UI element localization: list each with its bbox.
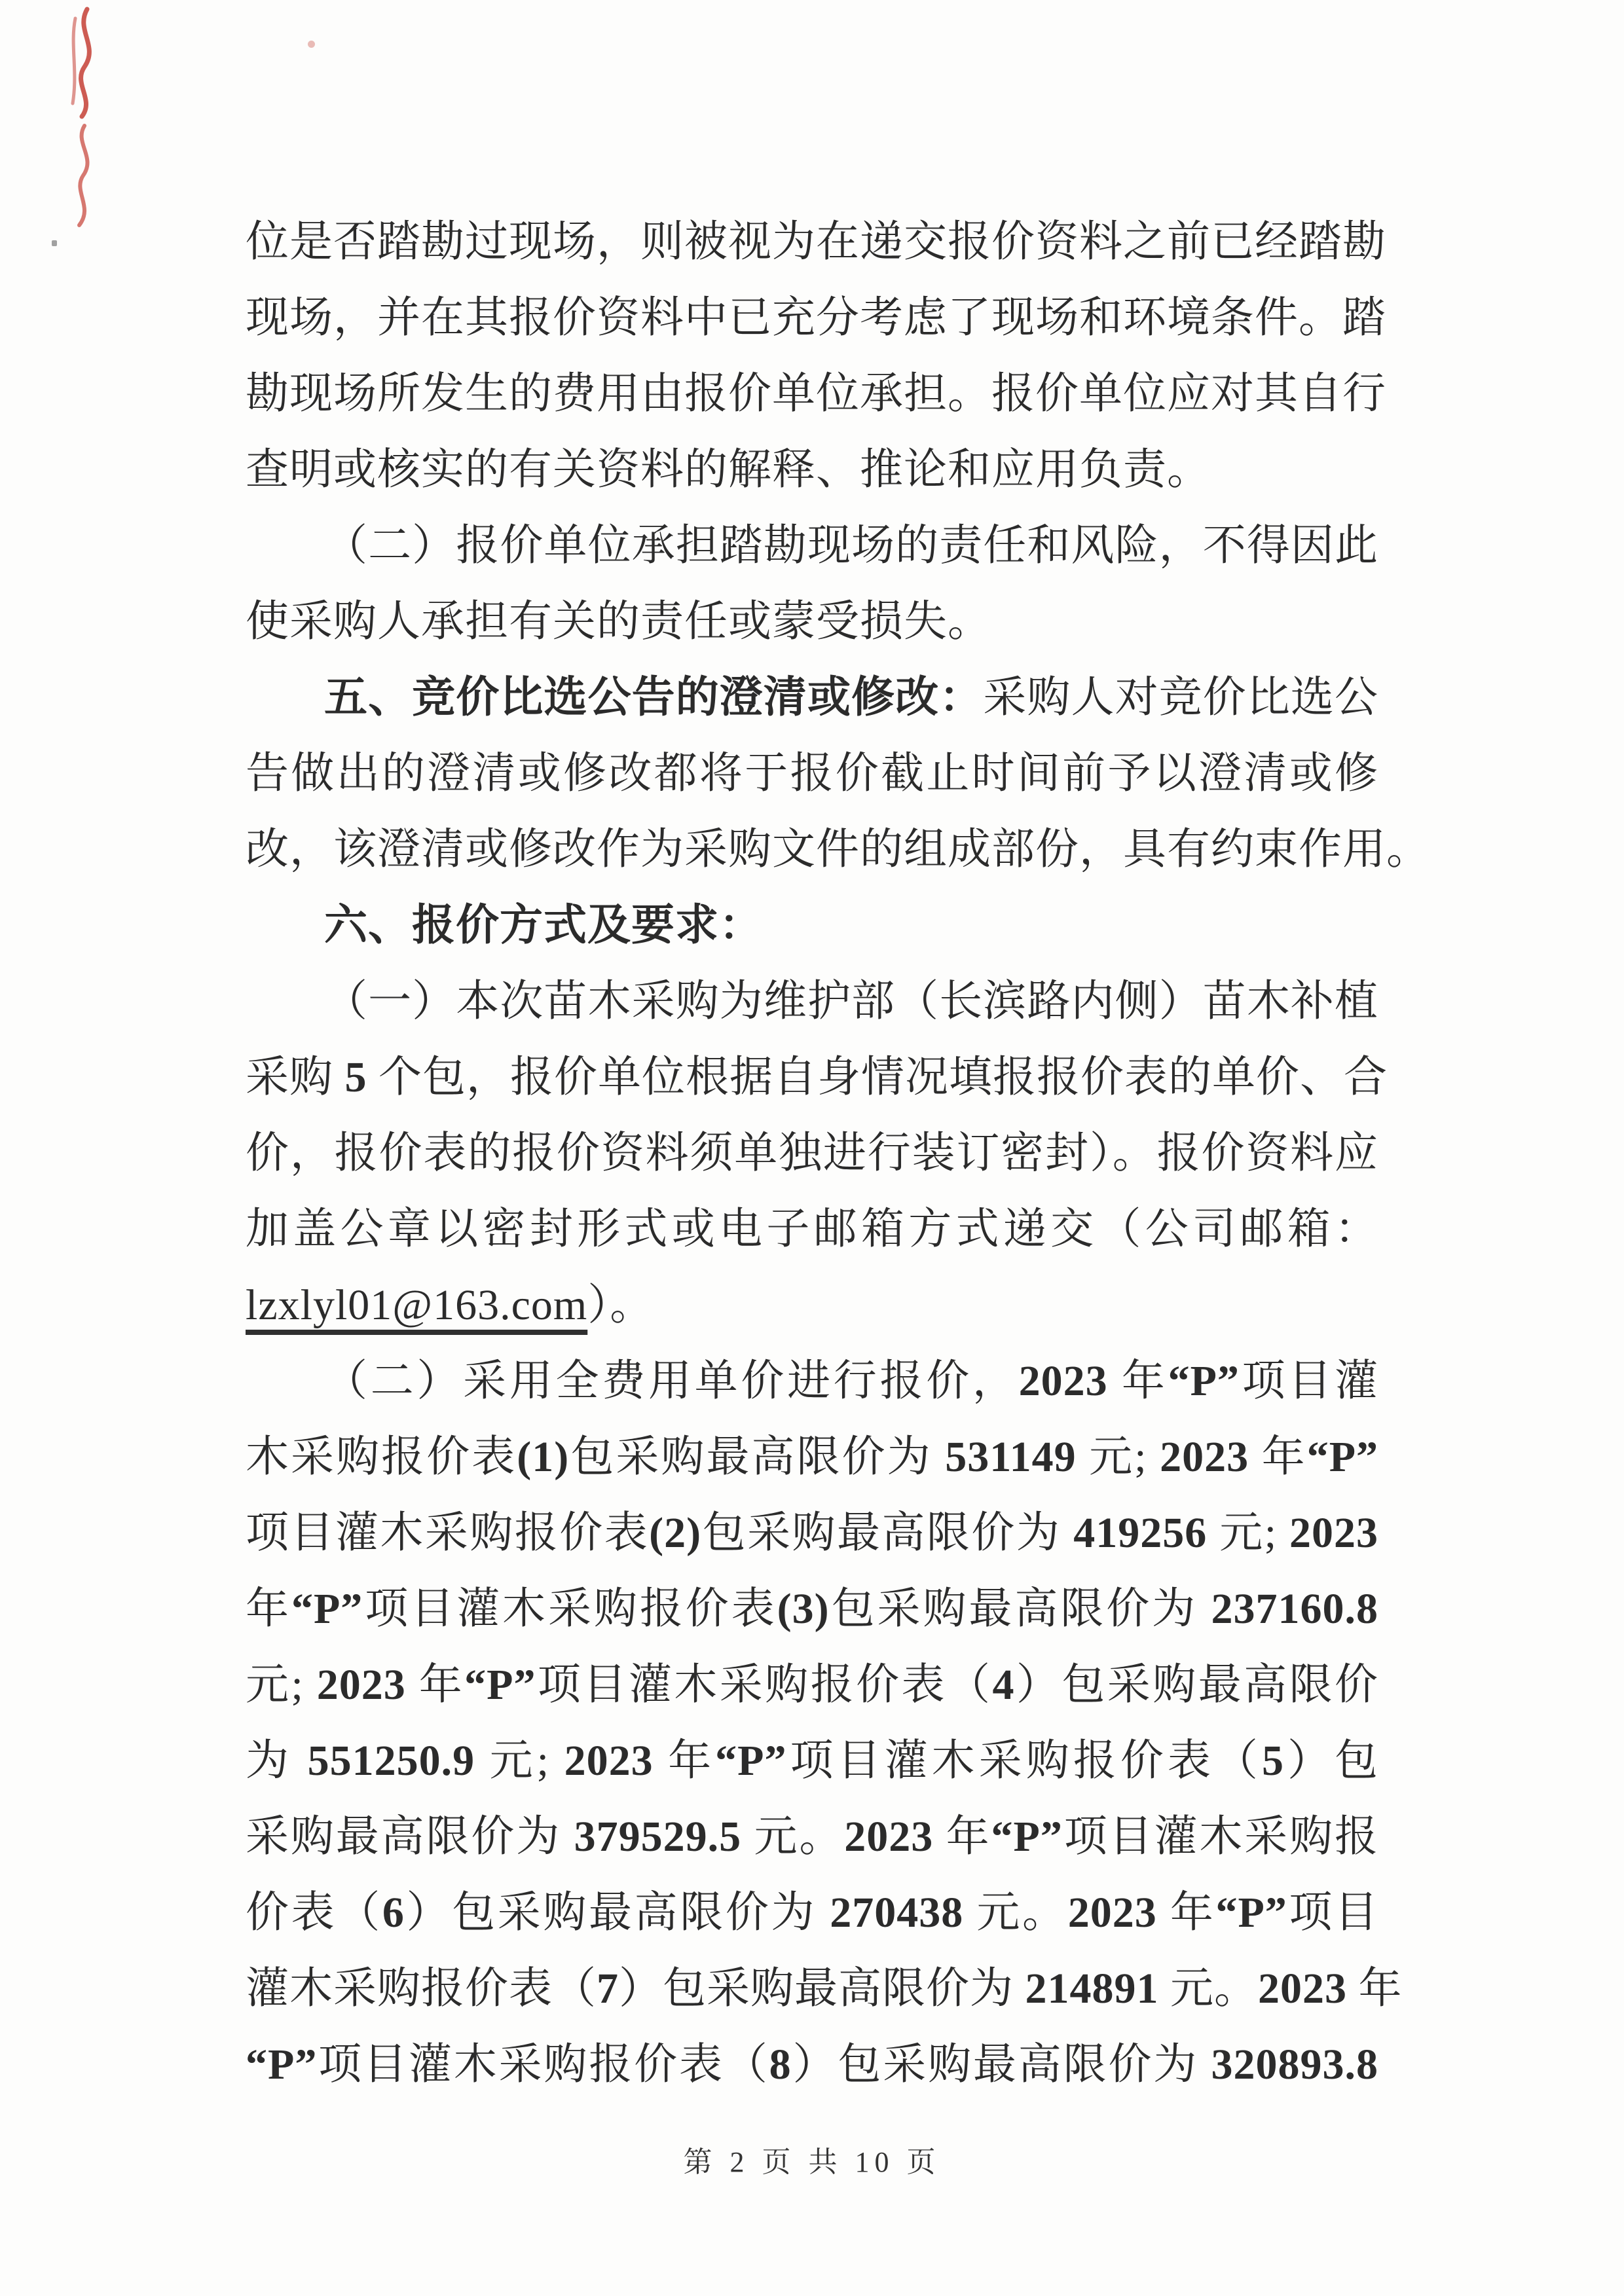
text-segment: “P”	[1168, 1357, 1240, 1405]
text-line	[246, 508, 1378, 584]
email-text: lzxlyl01@163.com	[246, 1281, 588, 1329]
text-segment: 5	[1261, 1737, 1284, 1785]
text-segment: 六、报价方式及要求：	[324, 902, 763, 949]
text-segment: 320893.8	[1211, 2041, 1379, 2088]
text-segment: “P”	[1306, 1433, 1379, 1481]
text-line	[246, 2027, 1378, 2103]
text-line	[246, 204, 1386, 280]
text-segment: 2023	[844, 1813, 934, 1861]
text-segment: 7	[597, 1965, 619, 2013]
red-pen-speck	[308, 41, 315, 48]
text-segment: 年	[246, 1585, 291, 1633]
text-segment: 年	[405, 1661, 465, 1709]
text-line	[246, 1267, 1378, 1343]
text-segment: (1)	[517, 1433, 570, 1481]
text-line	[246, 1875, 1378, 1951]
text-segment: 项目灌木采购报价表（	[786, 1737, 1262, 1785]
text-segment: 项目灌木采购报价表（	[317, 2041, 769, 2088]
text-segment: （二）采用全费用单价进行报价，	[324, 1357, 1019, 1405]
pen-stroke	[73, 18, 75, 103]
text-segment: 2023	[316, 1661, 406, 1709]
text-segment: 包采购最高限价为	[701, 1509, 1074, 1557]
text-segment: 2023	[1018, 1357, 1108, 1405]
text-segment: 现场，并在其报价资料中已充分考虑了现场和环境条件。踏	[246, 294, 1386, 342]
text-segment: 元;	[1207, 1509, 1290, 1557]
text-line	[246, 1419, 1378, 1495]
text-segment: 包采购最高限价为	[569, 1433, 946, 1481]
text-line	[246, 1495, 1378, 1571]
text-segment: 6	[382, 1889, 405, 1937]
text-segment: 8	[769, 2041, 792, 2088]
text-segment: 木采购报价表	[246, 1433, 517, 1481]
text-segment: 2023	[1258, 1965, 1347, 2013]
text-segment: “P”	[1215, 1889, 1287, 1937]
text-segment: 为	[246, 1737, 308, 1785]
text-line	[246, 888, 1378, 964]
text-segment: 改，该澄清或修改作为采购文件的组成部份，具有约束作用。	[246, 826, 1430, 873]
text-segment: “P”	[715, 1737, 787, 1785]
text-segment: 2023	[1067, 1889, 1157, 1937]
text-segment: 加盖公章以密封形式或电子邮箱方式递交（公司邮箱：	[246, 1205, 1378, 1253]
text-segment: 2023	[564, 1737, 654, 1785]
text-segment: “P”	[291, 1585, 363, 1633]
text-line	[246, 1040, 1388, 1116]
text-line	[246, 736, 1378, 812]
text-segment: 214891	[1025, 1965, 1159, 2013]
text-segment: 价表（	[246, 1889, 382, 1937]
text-segment: 元;	[475, 1737, 564, 1785]
text-line	[246, 964, 1378, 1040]
text-segment: 项目灌木采购报价表	[363, 1585, 777, 1633]
text-segment: (2)	[649, 1509, 702, 1557]
text-segment: 项目灌	[1239, 1357, 1379, 1405]
text-segment: 270438	[830, 1889, 964, 1937]
text-segment: ）包	[1283, 1737, 1379, 1785]
text-segment: 元;	[246, 1661, 317, 1709]
text-segment: 2023	[1160, 1433, 1249, 1481]
text-line	[246, 1723, 1378, 1799]
text-segment: 379529.5	[574, 1813, 742, 1861]
text-segment: 告做出的澄清或修改都将于报价截止时间前予以澄清或修	[246, 750, 1378, 797]
text-segment: 年	[1249, 1433, 1307, 1481]
text-segment: 五、竞价比选公告的澄清或修改：	[324, 674, 984, 721]
page-footer	[0, 2138, 1624, 2180]
text-segment: 年	[653, 1737, 716, 1785]
text-segment: 价，报价表的报价资料须单独进行装订密封）。报价资料应	[246, 1129, 1378, 1177]
text-segment: 项目	[1287, 1889, 1379, 1937]
text-segment: 采购	[246, 1053, 345, 1101]
text-line	[246, 1116, 1378, 1192]
text-segment: 551250.9	[307, 1737, 475, 1785]
text-segment: (3)	[777, 1585, 830, 1633]
text-segment: 位是否踏勘过现场，则被视为在递交报价资料之前已经踏勘	[246, 218, 1386, 266]
text-segment: 元;	[1076, 1433, 1160, 1481]
text-segment: 项目灌木采购报价表	[246, 1509, 650, 1557]
text-segment: （一）本次苗木采购为维护部（长滨路内侧）苗木补植	[324, 977, 1378, 1025]
text-segment: 531149	[945, 1433, 1077, 1481]
text-segment: ）。	[587, 1281, 654, 1329]
pen-stroke	[81, 9, 90, 117]
text-segment: “P”	[991, 1813, 1063, 1861]
red-pen-scribble-icon	[67, 5, 130, 238]
text-line	[246, 1647, 1378, 1723]
text-segment: 年	[1107, 1357, 1168, 1405]
text-segment: 年	[933, 1813, 991, 1861]
page-number: 第 2 页 共 10 页	[683, 2146, 941, 2178]
text-segment: ）包采购最高限价为	[791, 2041, 1211, 2088]
text-segment: 采购人对竞价比选公	[983, 674, 1379, 721]
pen-stroke	[79, 126, 88, 225]
text-segment: 包采购最高限价为	[829, 1585, 1211, 1633]
text-segment: 灌木采购报价表（	[246, 1965, 597, 2013]
text-segment: 元。	[963, 1889, 1068, 1937]
text-segment: 使采购人承担有关的责任或蒙受损失。	[246, 598, 991, 646]
text-line	[246, 1951, 1403, 2027]
scan-dust-speck	[52, 240, 57, 246]
text-segment: 个包，报价单位根据自身情况填报报价表的单价、合	[367, 1053, 1388, 1101]
text-segment: 项目灌木采购报价表（	[536, 1661, 993, 1709]
text-segment: 项目灌木采购报	[1062, 1813, 1379, 1861]
text-line	[246, 812, 1430, 888]
text-line	[246, 356, 1386, 432]
text-line	[246, 584, 1378, 660]
text-line	[246, 1343, 1378, 1419]
text-segment: “P”	[246, 2041, 318, 2088]
text-segment: 元。	[741, 1813, 845, 1861]
text-line	[246, 1799, 1378, 1875]
document-body	[246, 204, 1430, 2103]
text-segment: 勘现场所发生的费用由报价单位承担。报价单位应对其自行	[246, 370, 1386, 418]
text-segment: （二）报价单位承担踏勘现场的责任和风险，不得因此	[324, 522, 1378, 570]
text-segment: ）包采购最高限价为	[404, 1889, 830, 1937]
text-segment: 419256	[1073, 1509, 1208, 1557]
text-segment: ）包采购最高限价	[1014, 1661, 1379, 1709]
text-segment: 5	[344, 1053, 367, 1101]
text-segment: 年	[1347, 1965, 1403, 2013]
text-line	[246, 1192, 1378, 1267]
text-segment: 2023	[1289, 1509, 1379, 1557]
text-line	[246, 660, 1378, 736]
text-segment: ）包采购最高限价为	[619, 1965, 1025, 2013]
text-segment: 4	[992, 1661, 1015, 1709]
text-segment: 采购最高限价为	[246, 1813, 574, 1861]
text-segment: 年	[1156, 1889, 1216, 1937]
text-segment: “P”	[464, 1661, 536, 1709]
text-segment: 237160.8	[1211, 1585, 1379, 1633]
text-segment: 元。	[1158, 1965, 1258, 2013]
text-line	[246, 432, 1378, 508]
text-line	[246, 280, 1386, 356]
text-segment: 查明或核实的有关资料的解释、推论和应用负责。	[246, 446, 1211, 494]
text-line	[246, 1571, 1378, 1647]
